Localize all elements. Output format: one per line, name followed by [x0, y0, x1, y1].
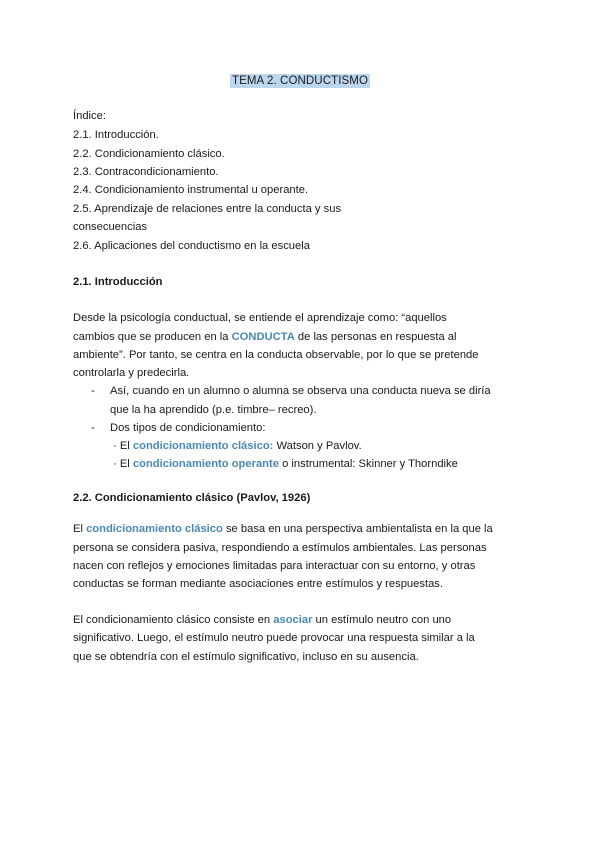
index-item: 2.2. Condicionamiento clásico.	[73, 148, 225, 160]
index-item: 2.3. Contracondicionamiento.	[73, 166, 219, 178]
paragraph-line: nacen con reflejos y emociones limitadas para interactuar con su entorno, y otras	[73, 560, 476, 572]
section-heading-condicionamiento-clasico: 2.2. Condicionamiento clásico (Pavlov, 1926)	[73, 492, 311, 504]
bullet-text: que la ha aprendido (p.e. timbre– recreo).	[110, 404, 317, 416]
sub-bullet: · El condicionamiento operante o instrumental: Skinner y Thorndike	[113, 458, 458, 470]
paragraph-line: que se obtendría con el estímulo significativo, incluso en su ausencia.	[73, 651, 419, 663]
bullet-dash: -	[91, 422, 95, 434]
bullet-dash: -	[91, 385, 95, 397]
document-title: TEMA 2. CONDUCTISMO	[231, 75, 369, 87]
paragraph-line: persona se considera pasiva, respondiendo a estímulos ambientales. Las personas	[73, 542, 487, 554]
index-item: 2.5. Aprendizaje de relaciones entre la conducta y sus	[73, 203, 342, 215]
section-heading-introduccion: 2.1. Introducción	[73, 276, 163, 288]
index-heading: Índice:	[73, 110, 106, 122]
paragraph-line: Desde la psicología conductual, se entiende el aprendizaje como: “aquellos	[73, 312, 447, 324]
bullet-text: Así, cuando en un alumno o alumna se observa una conducta nueva se diría	[110, 385, 491, 397]
sub-bullet: · El condicionamiento clásico: Watson y Pavlov.	[113, 440, 362, 452]
paragraph-line: cambios que se producen en la CONDUCTA de las personas en respuesta al	[73, 331, 457, 343]
paragraph-line: controlarla y predecirla.	[73, 367, 190, 379]
highlight-asociar: asociar	[273, 614, 313, 626]
highlight-conducta: CONDUCTA	[231, 331, 295, 343]
index-item: 2.1. Introducción.	[73, 129, 159, 141]
highlight-condicionamiento-clasico: condicionamiento clásico	[86, 523, 223, 535]
index-item: consecuencias	[73, 221, 148, 233]
paragraph-line: El condicionamiento clásico consiste en asociar un estímulo neutro con uno	[73, 614, 452, 626]
paragraph-line: El condicionamiento clásico se basa en una perspectiva ambientalista en la que la	[73, 523, 493, 535]
paragraph-line: conductas se forman mediante asociaciones entre estímulos y respuestas.	[73, 578, 444, 590]
paragraph-line: ambiente”. Por tanto, se centra en la conducta observable, por lo que se pretende	[73, 349, 479, 361]
highlight-condicionamiento-clasico: condicionamiento clásico:	[132, 440, 274, 452]
index-item: 2.4. Condicionamiento instrumental u operante.	[73, 184, 309, 196]
highlight-condicionamiento-operante: condicionamiento operante	[132, 458, 279, 470]
bullet-text: Dos tipos de condicionamiento:	[110, 422, 266, 434]
paragraph-line: significativo. Luego, el estímulo neutro puede provocar una respuesta similar a la	[73, 632, 475, 644]
index-item: 2.6. Aplicaciones del conductismo en la escuela	[73, 240, 310, 252]
